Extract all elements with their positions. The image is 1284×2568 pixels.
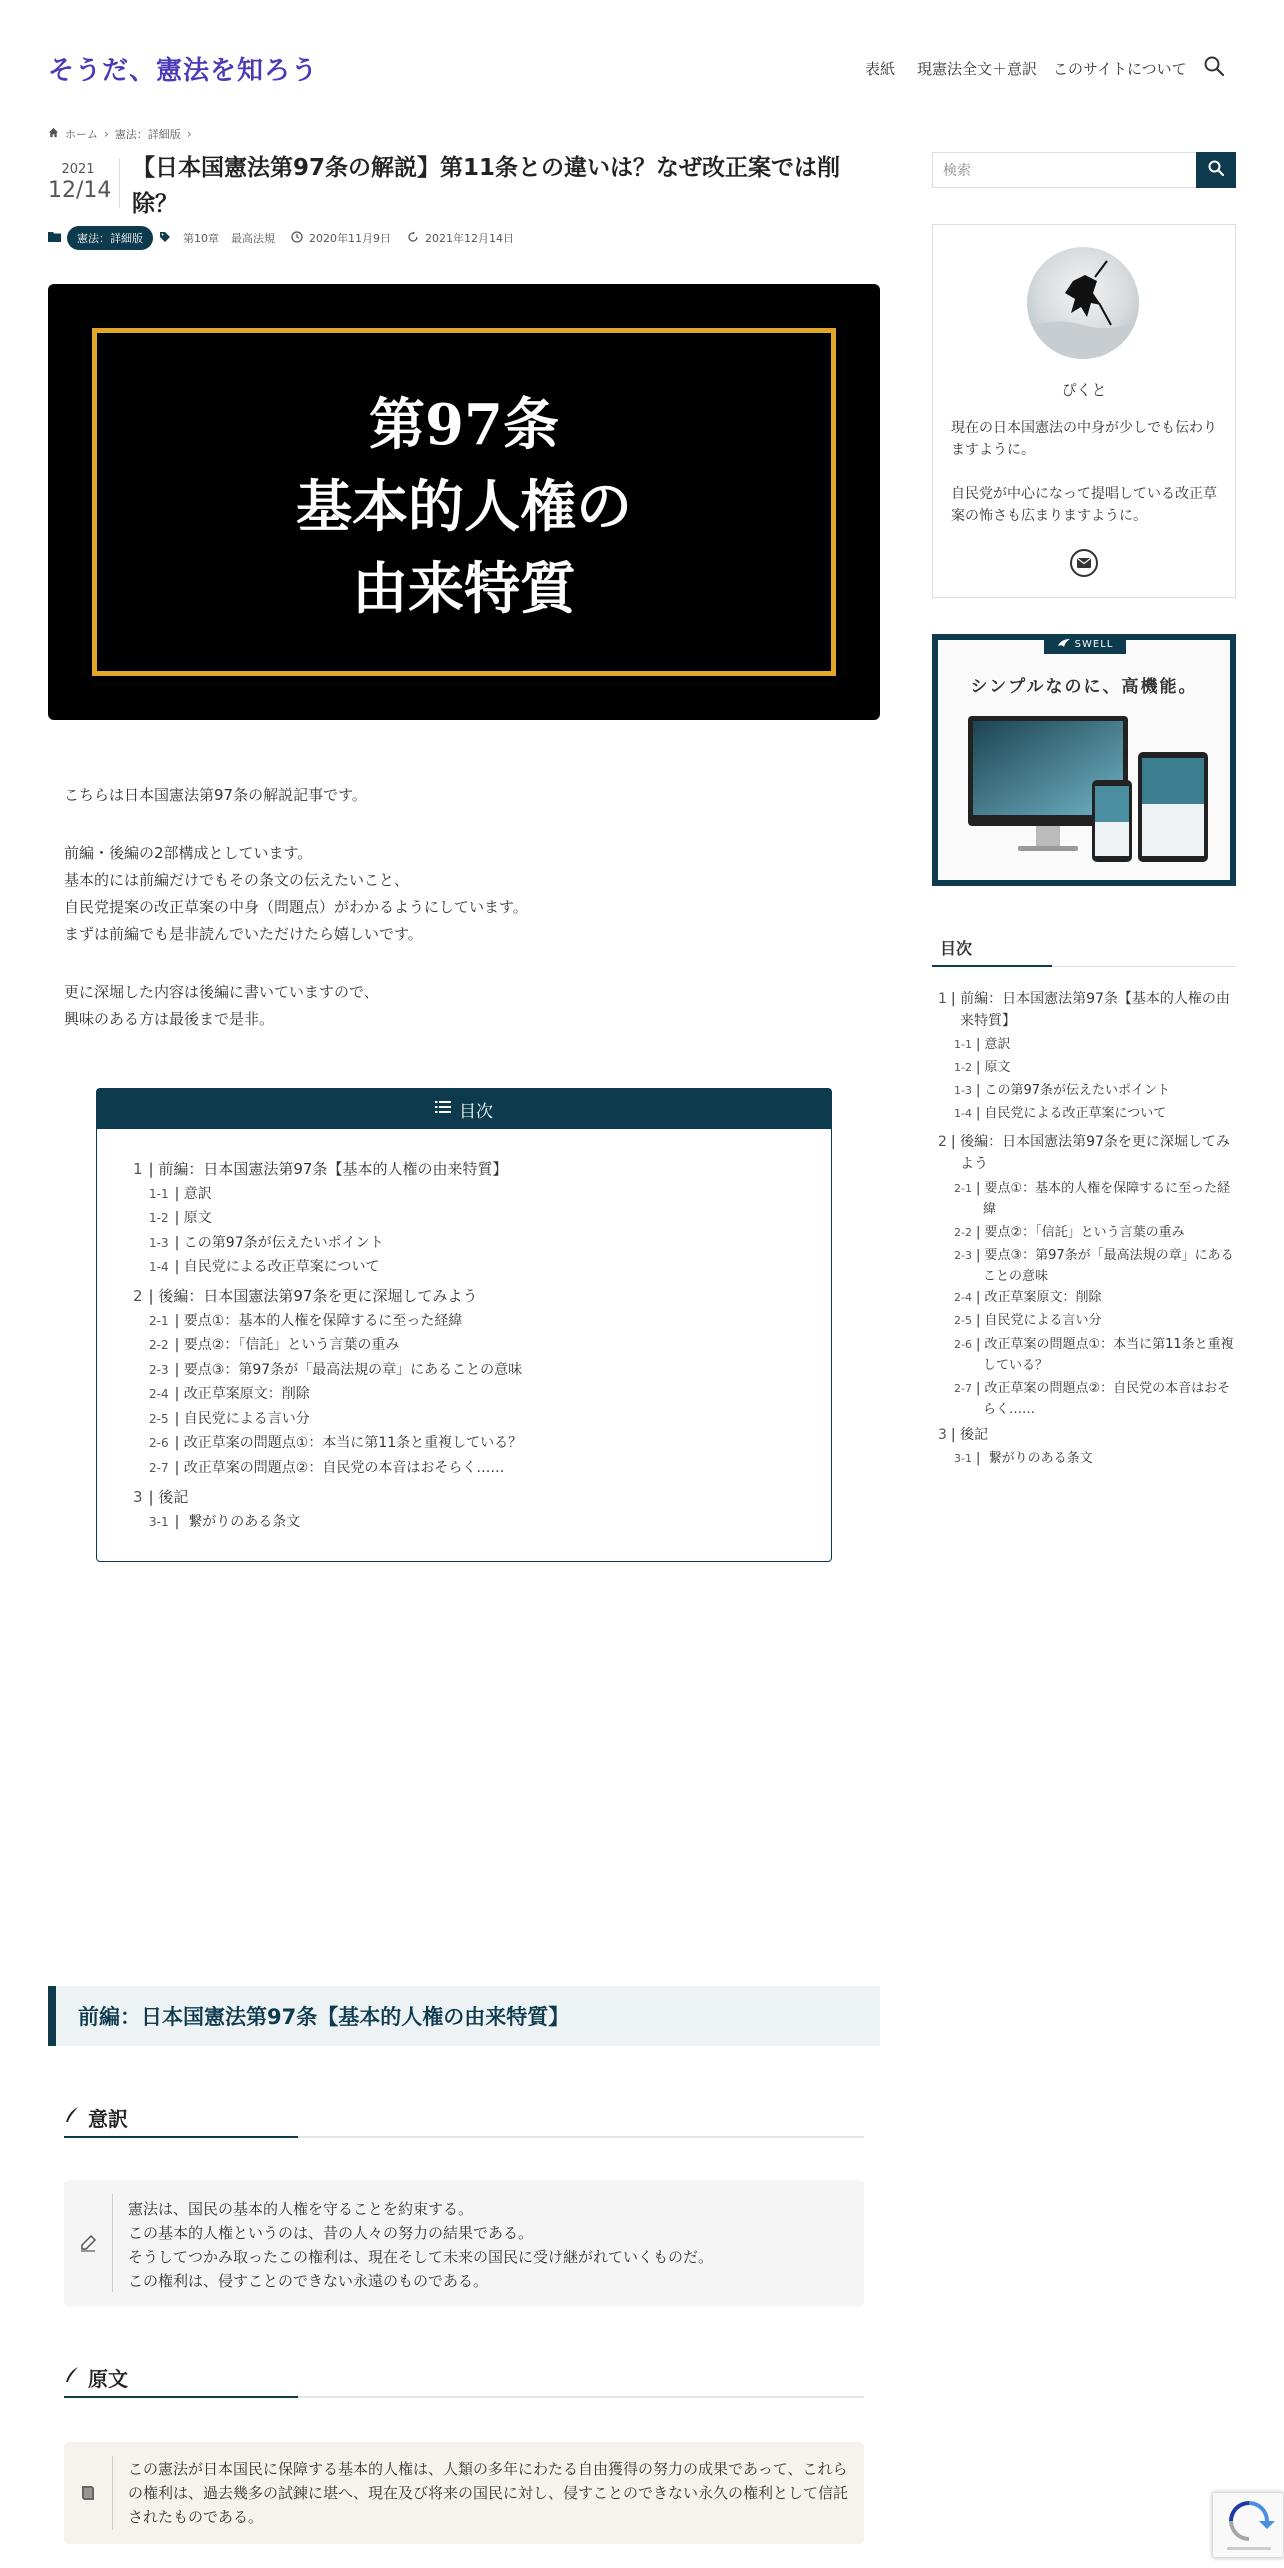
devices-illustration bbox=[958, 710, 1214, 870]
subsection-heading-yakuyaku: 意訳 bbox=[64, 2098, 864, 2138]
toc-item[interactable]: 1 | 前編：日本国憲法第97条【基本的人権の由来特質】 bbox=[133, 1160, 508, 1178]
profile-text: 自民党が中心になって提唱している改正草 bbox=[951, 486, 1217, 502]
post-title: 【日本国憲法第97条の解説】第11条との違いは？なぜ改正案では削 除？ bbox=[132, 155, 841, 217]
sidebar-toc-item-wrap: 来特質】 bbox=[960, 1013, 1016, 1029]
sidebar-toc-item-wrap: よう bbox=[960, 1156, 988, 1172]
updated-date: 2021年12月14日 bbox=[425, 232, 514, 245]
sidebar-toc-item[interactable]: 2-5 | 自民党による言い分 bbox=[954, 1313, 1102, 1328]
list-icon bbox=[435, 1099, 451, 1119]
avatar bbox=[1027, 247, 1139, 359]
toc-item[interactable]: 2-2 | 要点②：「信託」という言葉の重み bbox=[149, 1337, 400, 1353]
sidebar-toc-item-wrap: している？ bbox=[983, 1358, 1049, 1373]
subsection-heading-genbun: 原文 bbox=[64, 2358, 864, 2398]
translation-box bbox=[64, 2180, 864, 2306]
hero-line-1: 第97条 bbox=[369, 392, 559, 458]
original-text-box bbox=[64, 2442, 864, 2544]
nav-item-cover[interactable]: 表紙 bbox=[865, 60, 896, 78]
toc-item[interactable]: 2-6 | 改正草案の問題点①：本当に第11条と重複している？ bbox=[149, 1435, 523, 1451]
tag-icon bbox=[159, 231, 171, 246]
search-icon bbox=[1207, 159, 1225, 181]
original-text-line: されたものである。 bbox=[128, 2508, 264, 2526]
intro-paragraph: こちらは日本国憲法第97条の解説記事です。 bbox=[64, 786, 367, 804]
sidebar-toc-item-wrap: ことの意味 bbox=[983, 1269, 1049, 1284]
toc-item[interactable]: 2-3 | 要点③：第97条が「最高法規の章」にあることの意味 bbox=[149, 1362, 523, 1378]
divider-accent bbox=[932, 965, 1052, 967]
sidebar-toc-item[interactable]: 2-7 | 改正草案の問題点②：自民党の本音はおそ bbox=[954, 1381, 1231, 1396]
intro-paragraph: まずは前編でも是非読んでいただけたら嬉しいです。 bbox=[64, 925, 423, 943]
toc-item[interactable]: 1-2 | 原文 bbox=[149, 1210, 212, 1226]
breadcrumb-home[interactable]: ホーム bbox=[65, 128, 98, 141]
banner-copy: シンプルなのに、高機能。 bbox=[970, 677, 1198, 697]
toc-item[interactable]: 2-5 | 自民党による言い分 bbox=[149, 1411, 310, 1427]
clock-icon bbox=[291, 231, 303, 246]
original-text-line: の権利は、過去幾多の試錬に堪へ、現在及び将来の国民に対し、侵すことのできない永久の権利として信託 bbox=[128, 2484, 849, 2502]
home-icon bbox=[48, 127, 59, 141]
breadcrumb bbox=[48, 126, 192, 142]
toc-item[interactable]: 2-1 | 要点①：基本的人権を保障するに至った経緯 bbox=[149, 1313, 463, 1329]
chevron-right-icon: › bbox=[104, 127, 109, 141]
profile-text: 現在の日本国憲法の中身が少しでも伝わり bbox=[951, 420, 1217, 436]
sidebar-toc-item[interactable]: 2-1 | 要点①：基本的人権を保障するに至った経 bbox=[954, 1181, 1231, 1196]
nav-item-full-text[interactable]: 現憲法全文＋意訳 bbox=[917, 60, 1038, 78]
sidebar-toc-item[interactable]: 1-3 | この第97条が伝えたいポイント bbox=[954, 1083, 1171, 1098]
original-text-line: この憲法が日本国民に保障する基本的人権は、人類の多年にわたる自由獲得の努力の成果であって、これら bbox=[128, 2460, 848, 2478]
translation-line: 憲法は、国民の基本的人権を守ることを約束する。 bbox=[128, 2200, 474, 2218]
post-meta bbox=[48, 226, 514, 250]
hero-line-3: 由来特質 bbox=[352, 556, 576, 622]
post-date-month-day: 12/14 bbox=[48, 178, 112, 203]
translation-line: そうしてつかみ取ったこの権利は、現在そして未来の国民に受け継がれていくものだ。 bbox=[128, 2248, 714, 2266]
intro-paragraph: 自民党提案の改正草案の中身（問題点）がわかるようにしています。 bbox=[64, 898, 528, 916]
toc-header[interactable] bbox=[97, 1089, 831, 1129]
mail-icon[interactable] bbox=[1070, 549, 1098, 577]
intro-paragraph: 前編・後編の2部構成としています。 bbox=[64, 844, 313, 862]
category-badge[interactable]: 憲法：詳細版 bbox=[67, 226, 153, 250]
update-icon bbox=[407, 231, 419, 246]
folder-icon bbox=[48, 231, 61, 245]
hero-image bbox=[48, 284, 880, 720]
hero-line-2: 基本的人権の bbox=[296, 474, 632, 540]
breadcrumb-category[interactable]: 憲法：詳細版 bbox=[114, 128, 181, 141]
tag-chapter10[interactable]: 第10章 bbox=[183, 232, 219, 245]
translation-line: この権利は、侵すことのできない永遠のものである。 bbox=[128, 2272, 489, 2290]
sidebar-toc-item[interactable]: 3-1 | 繋がりのある条文 bbox=[954, 1451, 1093, 1466]
search-icon[interactable] bbox=[1202, 54, 1226, 78]
site-logo[interactable]: そうだ、憲法を知ろう bbox=[48, 56, 319, 86]
nav-item-about[interactable]: このサイトについて bbox=[1053, 60, 1187, 78]
profile-text: 案の怖さも広まりますように。 bbox=[951, 508, 1147, 524]
search-button[interactable] bbox=[1196, 152, 1236, 188]
intro-paragraph: 興味のある方は最後まで是非。 bbox=[64, 1010, 275, 1028]
table-of-contents bbox=[96, 1088, 832, 1562]
toc-item[interactable]: 2-4 | 改正草案原文：削除 bbox=[149, 1386, 310, 1402]
chevron-right-icon: › bbox=[186, 127, 192, 141]
toc-item[interactable]: 2 | 後編：日本国憲法第97条を更に深堀してみよう bbox=[133, 1287, 478, 1305]
sidebar-toc-item[interactable]: 2 | 後編：日本国憲法第97条を更に深堀してみ bbox=[938, 1134, 1230, 1150]
translation-line: この基本的人権というのは、昔の人々の努力の結果である。 bbox=[128, 2224, 534, 2242]
sidebar-toc-item[interactable]: 2-2 | 要点②：「信託」という言葉の重み bbox=[954, 1225, 1185, 1240]
tag-supreme-law[interactable]: 最高法規 bbox=[231, 232, 275, 245]
pencil-icon bbox=[78, 2233, 98, 2253]
swell-logo-icon bbox=[1057, 638, 1071, 651]
toc-title: 目次 bbox=[459, 1101, 493, 1122]
sidebar-toc-item[interactable]: 1-4 | 自民党による改正草案について bbox=[954, 1106, 1167, 1121]
published-date: 2020年11月9日 bbox=[309, 232, 391, 245]
hero-frame bbox=[92, 328, 836, 676]
search-input[interactable]: 検索 bbox=[932, 152, 1196, 188]
pen-icon bbox=[64, 2365, 80, 2389]
sidebar-toc-item[interactable]: 3 | 後記 bbox=[938, 1427, 989, 1443]
toc-item[interactable]: 3 | 後記 bbox=[133, 1488, 189, 1506]
toc-item[interactable]: 2-7 | 改正草案の問題点②：自民党の本音はおそらく…… bbox=[149, 1460, 505, 1476]
recaptcha-badge[interactable] bbox=[1212, 2492, 1284, 2558]
date-divider bbox=[119, 158, 120, 208]
pen-icon bbox=[64, 2105, 80, 2129]
sidebar-toc-item-wrap: 緯 bbox=[983, 1202, 997, 1217]
book-icon bbox=[78, 2483, 98, 2503]
intro-paragraph: 基本的には前編だけでもその条文の伝えたいこと、 bbox=[64, 871, 410, 889]
intro-paragraph: 更に深堀した内容は後編に書いていますので、 bbox=[64, 983, 379, 1001]
recaptcha-icon bbox=[1213, 2493, 1284, 2559]
banner-tag: SWELL bbox=[1044, 634, 1126, 654]
sidebar-toc-item[interactable]: 1-1 | 意訳 bbox=[954, 1037, 1011, 1052]
sidebar-toc-item[interactable]: 2-4 | 改正草案原文：削除 bbox=[954, 1290, 1102, 1305]
sidebar-toc-item[interactable]: 1 | 前編：日本国憲法第97条【基本的人権の由 bbox=[938, 991, 1230, 1007]
sidebar-toc-item-wrap: らく…… bbox=[983, 1402, 1036, 1417]
swell-banner[interactable] bbox=[932, 634, 1236, 886]
sidebar-toc-item[interactable]: 1-2 | 原文 bbox=[954, 1060, 1011, 1075]
profile-widget bbox=[932, 224, 1236, 598]
profile-text: ますように。 bbox=[951, 442, 1035, 458]
sidebar-toc-item[interactable]: 2-6 | 改正草案の問題点①：本当に第11条と重複 bbox=[954, 1337, 1234, 1352]
toc-item[interactable]: 1-4 | 自民党による改正草案について bbox=[149, 1259, 380, 1275]
toc-item[interactable]: 1-1 | 意訳 bbox=[149, 1186, 212, 1202]
toc-item[interactable]: 3-1 | 繋がりのある条文 bbox=[149, 1514, 301, 1530]
profile-name: ぴくと bbox=[1061, 381, 1107, 399]
sidebar-toc-item[interactable]: 2-3 | 要点③：第97条が「最高法規の章」にある bbox=[954, 1248, 1234, 1263]
post-date-year: 2021 bbox=[61, 162, 95, 177]
section-heading: 前編：日本国憲法第97条【基本的人権の由来特質】 bbox=[48, 1986, 880, 2046]
sidebar-toc-title: 目次 bbox=[940, 939, 973, 958]
toc-item[interactable]: 1-3 | この第97条が伝えたいポイント bbox=[149, 1235, 384, 1251]
